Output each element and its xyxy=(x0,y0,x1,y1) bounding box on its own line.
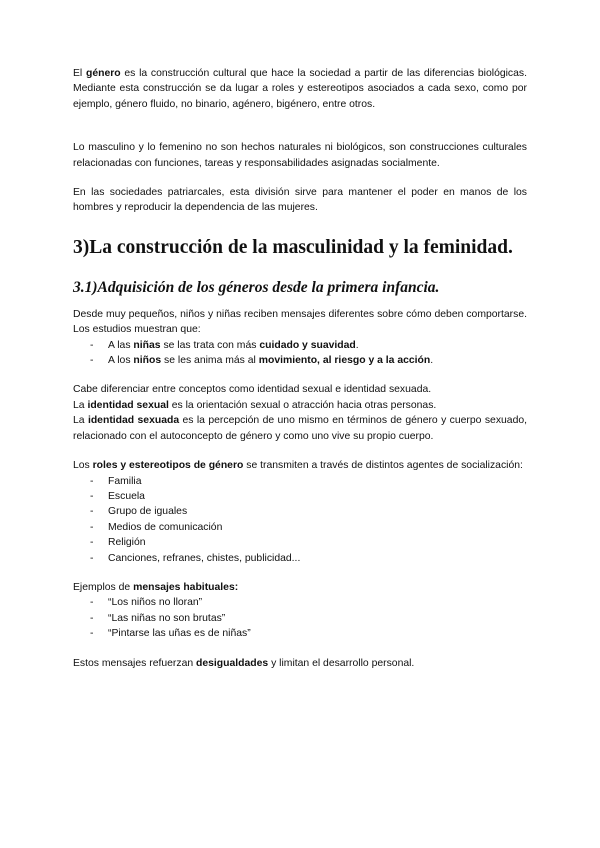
text: Canciones, refranes, chistes, publicidad... xyxy=(108,552,301,564)
text: . xyxy=(430,355,434,367)
list-item xyxy=(73,504,527,519)
document-body xyxy=(73,66,527,671)
dash-bullet: - xyxy=(90,552,94,564)
paragraph-patriarchal: En las sociedades patriarcales, esta división sirve para mantener el poder en manos de los hombres y reproducir la dependencia de las mujeres. xyxy=(73,187,527,214)
list-item xyxy=(73,626,527,641)
bold-text: niños xyxy=(133,355,162,367)
paragraph-section31-intro: Desde muy pequeños, niños y niñas reciben mensajes diferentes sobre cómo deben comportarse. Los estudios muestran que: xyxy=(73,308,527,336)
bold-term-genero: género xyxy=(85,68,121,79)
text: es la percepción de uno mismo en términos de género y cuerpo sexuado, relacionado con el autoconcepto de género y como uno vive su propio cuerpo. xyxy=(73,415,528,442)
list-item xyxy=(73,535,527,550)
paragraph-identidad-sexual xyxy=(73,398,527,413)
text: Ejemplos de xyxy=(73,581,134,593)
text: Familia xyxy=(108,475,142,487)
text: es la construcción cultural que hace la sociedad a partir de las diferencias biológicas. Mediante esta construcción se da lugar a roles y estereotipos asociados a cada sexo, como por ejemplo, género fluido, no binario, agénero, bigénero, entre otros. xyxy=(73,68,527,110)
list-item xyxy=(73,551,527,566)
paragraph-identidad-sexuada xyxy=(73,413,527,444)
paragraph-closing xyxy=(73,656,527,671)
text: Religión xyxy=(108,537,146,549)
text: “Los niños no lloran” xyxy=(108,597,203,609)
dash-bullet: - xyxy=(90,490,94,502)
text: A los xyxy=(108,355,134,367)
list-item xyxy=(73,353,527,368)
paragraph-roles xyxy=(73,458,527,473)
list-example-messages xyxy=(73,595,527,641)
paragraph-masculine-feminine: Lo masculino y lo femenino no son hechos naturales ni biológicos, son construcciones culturales relacionadas con funciones, tareas y responsabilidades asignadas socialmente. xyxy=(73,142,527,169)
text: se transmiten a través de distintos agentes de socialización: xyxy=(243,460,523,472)
dash-bullet: - xyxy=(90,506,94,518)
list-item xyxy=(73,611,527,626)
list-item xyxy=(73,595,527,610)
bold-text: niñas xyxy=(133,339,161,351)
dash-bullet: - xyxy=(90,597,94,609)
bold-term-mensajes: mensajes habituales: xyxy=(133,581,239,593)
text: Estos mensajes refuerzan xyxy=(73,657,197,669)
text: La xyxy=(73,415,88,427)
text: y limitan el desarrollo personal. xyxy=(268,657,415,669)
dash-bullet: - xyxy=(90,521,94,533)
bold-term-identidad-sexuada: identidad sexuada xyxy=(87,415,180,427)
text: se les anima más al xyxy=(161,355,259,367)
text: es la orientación sexual o atracción hacia otras personas. xyxy=(168,399,437,411)
text: “Pintarse las uñas es de niñas” xyxy=(108,628,251,640)
list-item xyxy=(73,520,527,535)
list-treatment xyxy=(73,338,527,369)
bold-text: movimiento, al riesgo y a la acción xyxy=(258,355,431,367)
paragraph-gender-definition xyxy=(73,66,527,112)
bold-term-identidad-sexual: identidad sexual xyxy=(87,399,169,411)
dash-bullet: - xyxy=(90,612,94,624)
text: El xyxy=(73,68,86,79)
bold-term-roles: roles y estereotipos de género xyxy=(92,460,244,472)
paragraph-identity-difference: Cabe diferenciar entre conceptos como identidad sexual e identidad sexuada. xyxy=(73,384,432,396)
dash-bullet: - xyxy=(90,339,94,351)
text: Medios de comunicación xyxy=(108,521,223,533)
list-socialization-agents xyxy=(73,474,527,566)
paragraph-examples xyxy=(73,580,527,595)
list-item xyxy=(73,474,527,489)
dash-bullet: - xyxy=(90,628,94,640)
text: se las trata con más xyxy=(160,339,260,351)
text: Los xyxy=(73,460,93,472)
heading-section-3: 3)La construcción de la masculinidad y la feminidad. xyxy=(73,236,513,258)
heading-section-3-1: 3.1)Adquisición de los géneros desde la primera infancia. xyxy=(73,278,440,296)
text: . xyxy=(355,339,359,351)
dash-bullet: - xyxy=(90,537,94,549)
text: Grupo de iguales xyxy=(108,506,188,518)
text: La xyxy=(73,399,88,411)
text: Escuela xyxy=(108,490,145,502)
list-item xyxy=(73,338,527,353)
dash-bullet: - xyxy=(90,355,94,367)
text: A las xyxy=(108,339,134,351)
dash-bullet: - xyxy=(90,475,94,487)
list-item xyxy=(73,489,527,504)
text: “Las niñas no son brutas” xyxy=(108,612,226,624)
bold-term-desigualdades: desigualdades xyxy=(196,657,269,669)
bold-text: cuidado y suavidad xyxy=(259,339,356,351)
